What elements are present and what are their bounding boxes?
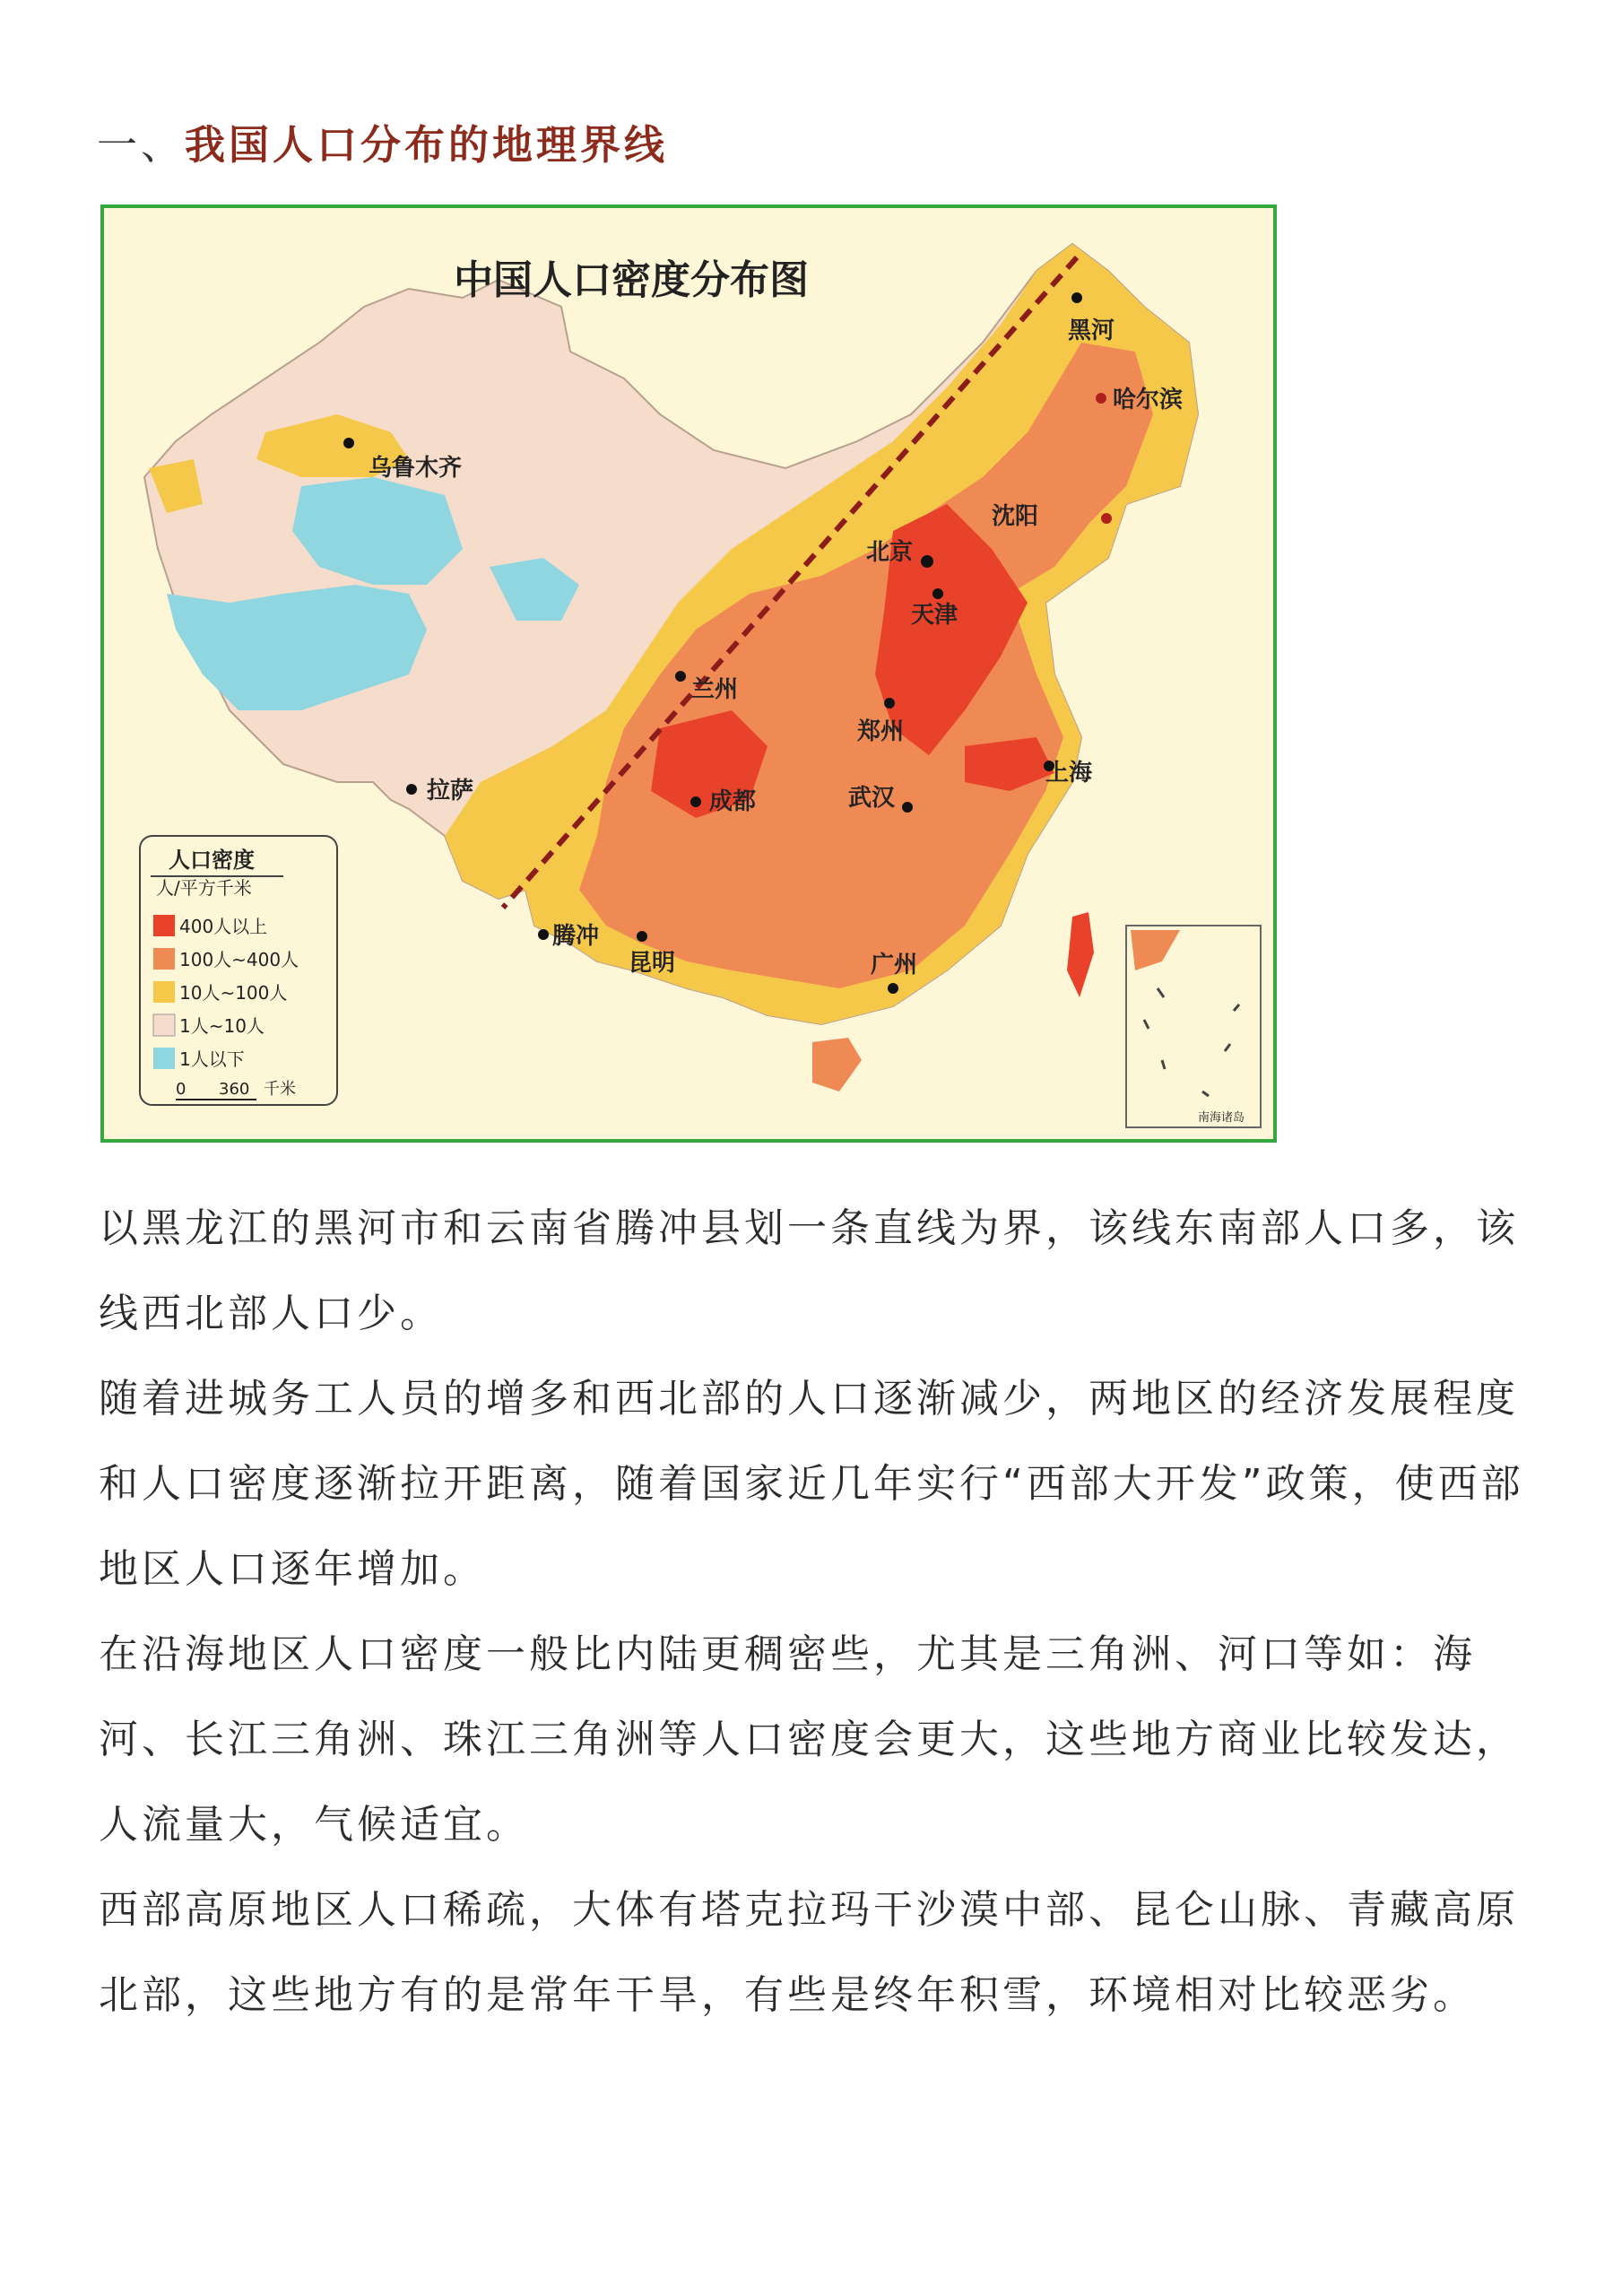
legend-label-1-10: 1人~10人 <box>179 1015 265 1037</box>
map-title: 中国人口密度分布图 <box>454 257 809 303</box>
city-urumqi: 乌鲁木齐 <box>369 455 463 482</box>
map-legend <box>140 836 337 1105</box>
city-dot-zhengzhou <box>884 698 895 709</box>
paragraph-1: 以黑龙江的黑河市和云南省腾冲县划一条直线为界，该线东南部人口多，该线西北部人口少。 <box>99 1205 1519 1336</box>
legend-label-100-400: 100人~400人 <box>179 949 299 970</box>
city-harbin: 哈尔滨 <box>1113 387 1184 413</box>
city-shenyang: 沈阳 <box>992 503 1039 530</box>
city-dot-heihe <box>1071 292 1082 303</box>
taiwan-island <box>1067 912 1094 997</box>
city-lhasa: 拉萨 <box>427 778 474 804</box>
city-dot-beijing <box>921 555 933 568</box>
legend-scale-value: 360 <box>219 1080 250 1099</box>
legend-scale-zero: 0 <box>176 1080 186 1099</box>
map-canvas <box>104 208 1273 1139</box>
legend-swatch-under-1 <box>153 1048 175 1069</box>
city-dot-lhasa <box>406 784 417 795</box>
city-chengdu: 成都 <box>709 788 757 815</box>
section-heading <box>97 112 668 170</box>
section-title: 我国人口分布的地理界线 <box>185 121 669 169</box>
city-dot-guangzhou <box>888 983 898 994</box>
body-text <box>99 1186 1533 2038</box>
city-lanzhou: 兰州 <box>691 676 739 703</box>
city-dot-chengdu <box>690 796 701 807</box>
legend-unit: 人/平方千米 <box>156 877 252 899</box>
city-dot-lanzhou <box>675 671 686 682</box>
south-sea-inset <box>1126 926 1261 1127</box>
city-dot-shenyang <box>1101 513 1112 524</box>
paragraph-3: 在沿海地区人口密度一般比内陆更稠密些，尤其是三角洲、河口等如：海河、长江三角洲、珠江三角洲等人口密度会更大，这些地方商业比较发达，人流量大，气候适宜。 <box>99 1631 1519 1848</box>
section-number: 一、 <box>97 121 186 169</box>
paragraph-4: 西部高原地区人口稀疏，大体有塔克拉玛干沙漠中部、昆仑山脉、青藏高原北部，这些地方有的是常年干旱，有些是终年积雪，环境相对比较恶劣。 <box>99 1887 1519 2018</box>
legend-swatch-400plus <box>153 915 175 936</box>
legend-title: 人口密度 <box>169 848 255 873</box>
city-wuhan: 武汉 <box>848 785 896 812</box>
legend-swatch-100-400 <box>153 948 175 970</box>
city-dot-tianjin <box>932 588 943 599</box>
city-beijing: 北京 <box>866 539 914 566</box>
population-density-map <box>100 204 1277 1143</box>
city-tianjin: 天津 <box>911 602 958 629</box>
city-dot-urumqi <box>343 438 354 448</box>
city-dot-harbin <box>1096 393 1106 404</box>
city-dot-kunming <box>637 931 647 942</box>
legend-scale-unit: 千米 <box>264 1080 296 1099</box>
city-guangzhou: 广州 <box>871 952 918 978</box>
legend-label-400plus: 400人以上 <box>179 916 268 937</box>
paragraph-2: 随着进城务工人员的增多和西北部的人口逐渐减少，两地区的经济发展程度和人口密度逐渐拉开距离，随着国家近几年实行“西部大开发”政策，使西部地区人口逐年增加。 <box>99 1376 1524 1592</box>
legend-swatch-10-100 <box>153 981 175 1003</box>
city-kunming: 昆明 <box>629 950 676 977</box>
legend-label-10-100: 10人~100人 <box>179 982 288 1004</box>
city-tengchong: 腾冲 <box>552 923 600 950</box>
legend-swatch-1-10 <box>153 1014 175 1036</box>
legend-label-under-1: 1人以下 <box>179 1048 245 1070</box>
city-shanghai: 上海 <box>1045 760 1093 787</box>
city-heihe: 黑河 <box>1068 317 1115 344</box>
inset-label: 南海诸岛 <box>1198 1111 1245 1125</box>
city-dot-tengchong <box>538 929 549 940</box>
city-dot-wuhan <box>902 802 913 813</box>
city-zhengzhou: 郑州 <box>857 718 905 745</box>
hainan-island <box>812 1038 862 1091</box>
